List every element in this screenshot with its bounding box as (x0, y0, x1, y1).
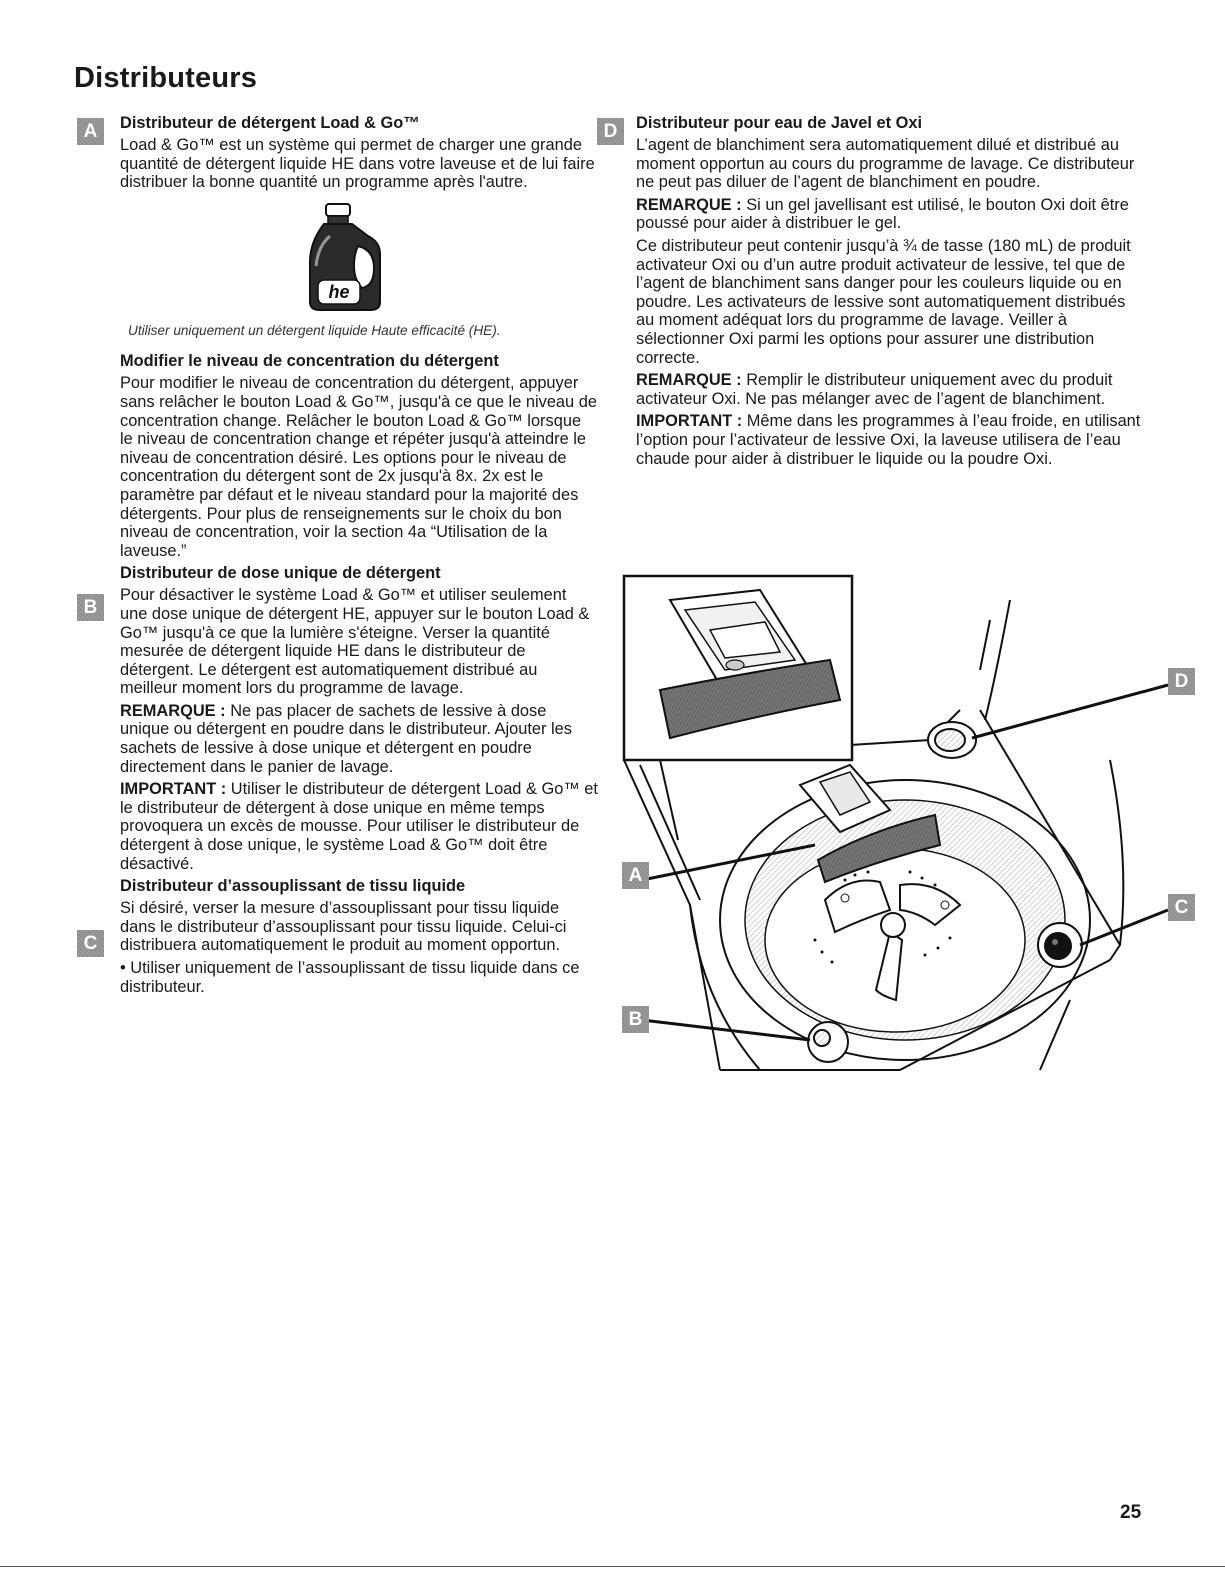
section-d-heading: Distributeur pour eau de Javel et Oxi (636, 114, 923, 132)
section-d-important (636, 412, 1146, 468)
note-text: Ne pas placer de sachets de lessive à dose unique ou détergent en poudre dans le distributeur. Ajouter les sachets de lessive à dose unique et détergent en poudre directement dans le panier de lavage. (120, 701, 572, 776)
section-c-body: Si désiré, verser la mesure d’assouplissant pour tissu liquide dans le distributeur d’assouplissant pour tissu liquide. Celui-ci distribuera automatiquement le produit au moment opportun. (120, 899, 567, 955)
note-label: REMARQUE : (120, 701, 226, 720)
he-detergent-bottle-icon (304, 202, 388, 314)
figure-badge-b: B (622, 1006, 649, 1033)
section-c-heading: Distributeur d’assouplissant de tissu liquide (120, 877, 466, 896)
section-d-body: L’agent de blanchiment sera automatiquement dilué et distribué au moment opportun au cours du programme de lavage. Ce distributeur ne peut pas diluer de l’agent de blanchiment en poudre. (636, 136, 1135, 192)
section-d (636, 114, 1146, 468)
badge-c: C (77, 930, 104, 957)
figure-badge-a: A (622, 862, 649, 889)
section-a-heading: Distributeur de détergent Load & Go™ (120, 114, 420, 132)
section-d-note2 (636, 371, 1146, 408)
bottle-caption: Utiliser uniquement un détergent liquide Haute efficacité (HE). (128, 322, 501, 338)
section-c (120, 877, 598, 996)
left-column (120, 114, 598, 1000)
important-label: IMPORTANT : (120, 780, 227, 799)
note-label: REMARQUE : (636, 195, 742, 214)
page-title: Distributeurs (74, 62, 258, 94)
figure-badge-c: C (1168, 894, 1195, 921)
bleach-dispenser-cap (928, 722, 976, 758)
note-text: Remplir le distributeur uniquement avec du produit activateur Oxi. Ne pas mélanger avec de l’agent de blanchiment. (636, 371, 1113, 408)
bottle-label: he (328, 281, 350, 302)
single-dose-dispenser-cup (808, 1022, 848, 1062)
washer-dispensers-illustration (600, 560, 1220, 1080)
section-a (120, 114, 598, 560)
drawer-detail-inset (624, 576, 852, 760)
badge-d: D (597, 118, 624, 145)
section-b-heading: Distributeur de dose unique de détergent (120, 564, 441, 583)
section-b-important (120, 780, 598, 873)
important-label: IMPORTANT : (636, 412, 743, 431)
section-d-body2: Ce distributeur peut contenir jusqu’à ¾ de tasse (180 mL) de produit activateur Oxi ou d’un autre produit activateur de lessive, tel que de l’agent de blanchiment sans danger pour les couleurs liquide ou en poudre. Les activateurs de lessive sont automatiquement distribués au moment adéquat lors du programme de lavage. Veiller à sélectionner Oxi parmi les options pour assurer une distribution correcte. (636, 236, 1131, 367)
bottom-rule (0, 1566, 1225, 1567)
badge-a: A (77, 118, 104, 145)
note-label: REMARQUE : (636, 371, 742, 390)
right-column (636, 114, 1146, 472)
softener-dispenser-cup (1038, 923, 1082, 967)
section-a-body: Load & Go™ est un système qui permet de charger une grande quantité de détergent liquide HE dans votre laveuse et de lui faire distribuer la bonne quantité un programme après l'autre. (120, 136, 595, 192)
section-b-body: Pour désactiver le système Load & Go™ et utiliser seulement une dose unique de détergent HE, appuyer sur le bouton Load & Go™ jusqu'à ce que la lumière s'éteigne. Verser la quantité mesurée de détergent liquide HE dans le distributeur de détergent. Le détergent est automatiquement distribué au meilleur moment lors du programme de lavage. (120, 586, 590, 698)
figure-badge-d: D (1168, 668, 1195, 695)
important-text: Même dans les programmes à l’eau froide, en utilisant l’option pour l’activateur de lessive Oxi, la laveuse utilisera de l’eau chaude pour aider à distribuer le liquide ou la poudre Oxi. (636, 412, 1141, 468)
section-b-note (120, 702, 598, 776)
concentration-heading: Modifier le niveau de concentration du détergent (120, 352, 499, 371)
concentration-body: Pour modifier le niveau de concentration du détergent, appuyer sans relâcher le bouton Load & Go™, jusqu'à ce que le niveau de concentration change. Relâcher le bouton Load & Go™ lorsque le niveau de concentration change et répéter jusqu'à atteindre le niveau de concentration désiré. Les options pour le niveau de concentration du détergent sont de 2x jusqu'à 8x. 2x est le paramètre par défaut et le niveau standard pour la majorité des détergents. Pour plus de renseignements sur le choix du bon niveau de concentration, voir la section 4a “Utilisation de la laveuse.” (120, 374, 597, 560)
page-number: 25 (1120, 1502, 1142, 1523)
section-d-note1 (636, 196, 1146, 233)
section-c-bullet: • Utiliser uniquement de l’assouplissant de tissu liquide dans ce distributeur. (120, 959, 580, 996)
section-b (120, 564, 598, 873)
note-text: Si un gel javellisant est utilisé, le bouton Oxi doit être poussé pour aider à distribuer le gel. (636, 195, 1129, 233)
important-text: Utiliser le distributeur de détergent Load & Go™ et le distributeur de détergent à dose unique en même temps provoquera un excès de mousse. Pour utiliser le distributeur de détergent à dose unique, le système Load & Go™ doit être désactivé. (120, 780, 598, 873)
badge-b: B (77, 594, 104, 621)
